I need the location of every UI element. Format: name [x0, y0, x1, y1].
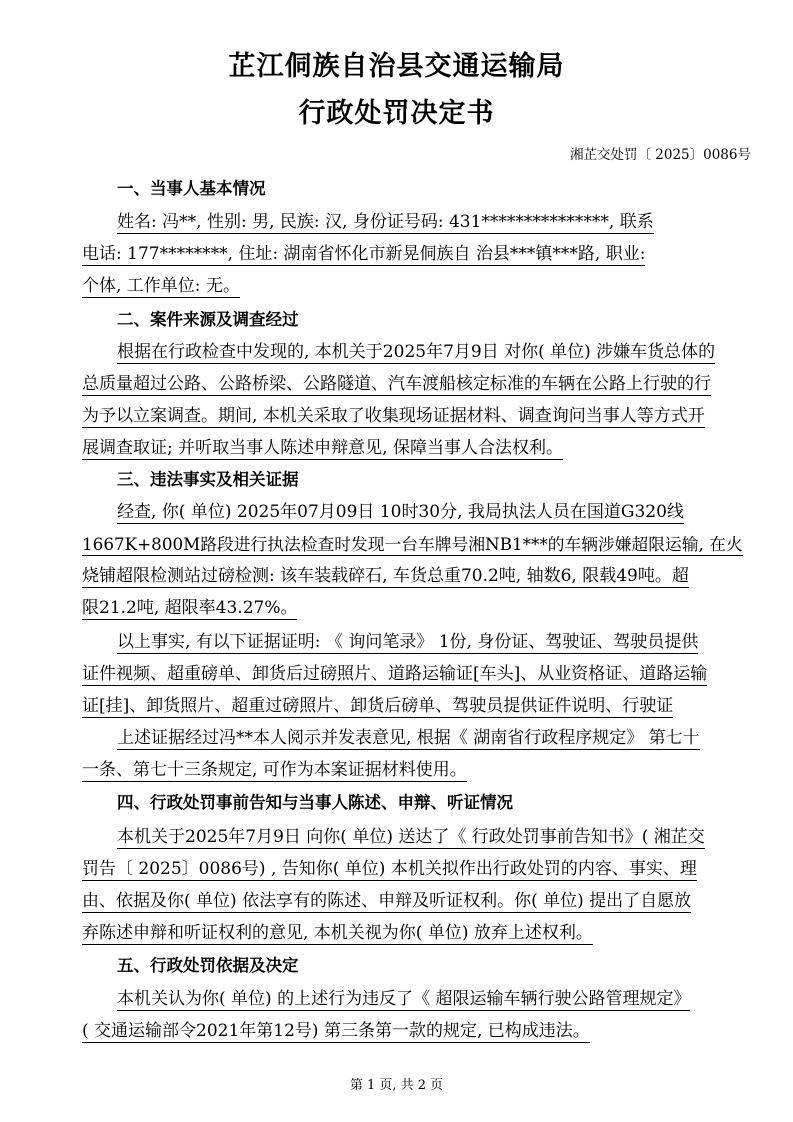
page-footer: 第 1 页, 共 2 页	[349, 1078, 444, 1093]
body-line: 本机关于2025年7月9日 向你( 单位) 送达了《 行政处罚事前告知书》( 湘芷交	[117, 827, 705, 847]
section-heading: 一、当事人基本情况	[117, 179, 266, 198]
body-line: 一条、第七十三条规定, 可作为本案证据材料使用。	[82, 760, 467, 780]
body-line: 经查, 你( 单位) 2025年07月09日 10时30分, 我局执法人员在国道G320线	[117, 502, 684, 522]
body-line: 由、依据及你( 单位) 依法享有的陈述、申辩及听证权利。你( 单位) 提出了自愿放	[82, 891, 692, 911]
body-line: 弃陈述申辩和听证权利的意见, 本机关视为你( 单位) 放弃上述权利。	[82, 923, 593, 943]
body-line: 本机关认为你( 单位) 的上述行为违反了《 超限运输车辆行驶公路管理规定》	[117, 989, 691, 1009]
body-line: ( 交通运输部令2021年第12号) 第三条第一款的规定, 已构成违法。	[82, 1021, 590, 1041]
body-line: 为予以立案调查。期间, 本机关采取了收集现场证据材料、调查询问当事人等方式开	[82, 406, 705, 426]
body-line: 限21.2吨, 超限率43.27%。	[82, 598, 298, 618]
body-line: 1667K+800M路段进行执法检查时发现一台车牌号湘NB1***的车辆涉嫌超限运输, 在火	[82, 534, 743, 554]
body-line: 上述证据经过冯**本人阅示并发表意见, 根据《 湖南省行政程序规定》 第七十	[117, 728, 700, 748]
body-line: 姓名: 冯**, 性别: 男, 民族: 汉, 身份证号码: 431***************, 联系	[117, 212, 654, 232]
body-line: 烧铺超限检测站过磅检测: 该车装载碎石, 车货总重70.2吨, 轴数6, 限载49吨。超	[82, 566, 689, 586]
section-heading: 四、行政处罚事前告知与当事人陈述、申辩、听证情况	[117, 793, 513, 812]
body-line: 证[挂]、卸货照片、超重过磅照片、卸货后磅单、驾驶员提供证件说明、行驶证	[82, 696, 674, 716]
document-title: 芷江侗族自治县交通运输局	[228, 51, 565, 82]
body-line: 电话: 177********, 住址: 湖南省怀化市新晃侗族自 治县***镇***路, 职业:	[82, 244, 646, 264]
document-number: 湘芷交处罚〔 2025〕0086号	[569, 147, 751, 163]
body-line: 展调查取证; 并听取当事人陈述申辩意见, 保障当事人合法权利。	[82, 438, 563, 458]
body-line: 罚告〔 2025〕0086号) , 告知你( 单位) 本机关拟作出行政处罚的内容、事实、理	[82, 859, 697, 879]
section-heading: 二、案件来源及调查经过	[117, 310, 299, 329]
body-line: 以上事实, 有以下证据证明: 《 询问笔录》 1份, 身份证、驾驶证、驾驶员提供	[117, 632, 699, 652]
section-heading: 五、行政处罚依据及决定	[117, 956, 299, 975]
document-subtitle: 行政处罚决定书	[298, 98, 495, 129]
section-heading: 三、违法事实及相关证据	[117, 470, 299, 489]
body-line: 个体, 工作单位: 无。	[82, 276, 240, 296]
body-line: 证件视频、超重磅单、卸货后过磅照片、道路运输证[车头]、从业资格证、道路运输	[82, 664, 708, 684]
body-line: 根据在行政检查中发现的, 本机关于2025年7月9日 对你( 单位) 涉嫌车货总体的	[117, 342, 716, 362]
body-line: 总质量超过公路、公路桥梁、公路隧道、汽车渡船核定标准的车辆在公路上行驶的行	[82, 374, 711, 394]
